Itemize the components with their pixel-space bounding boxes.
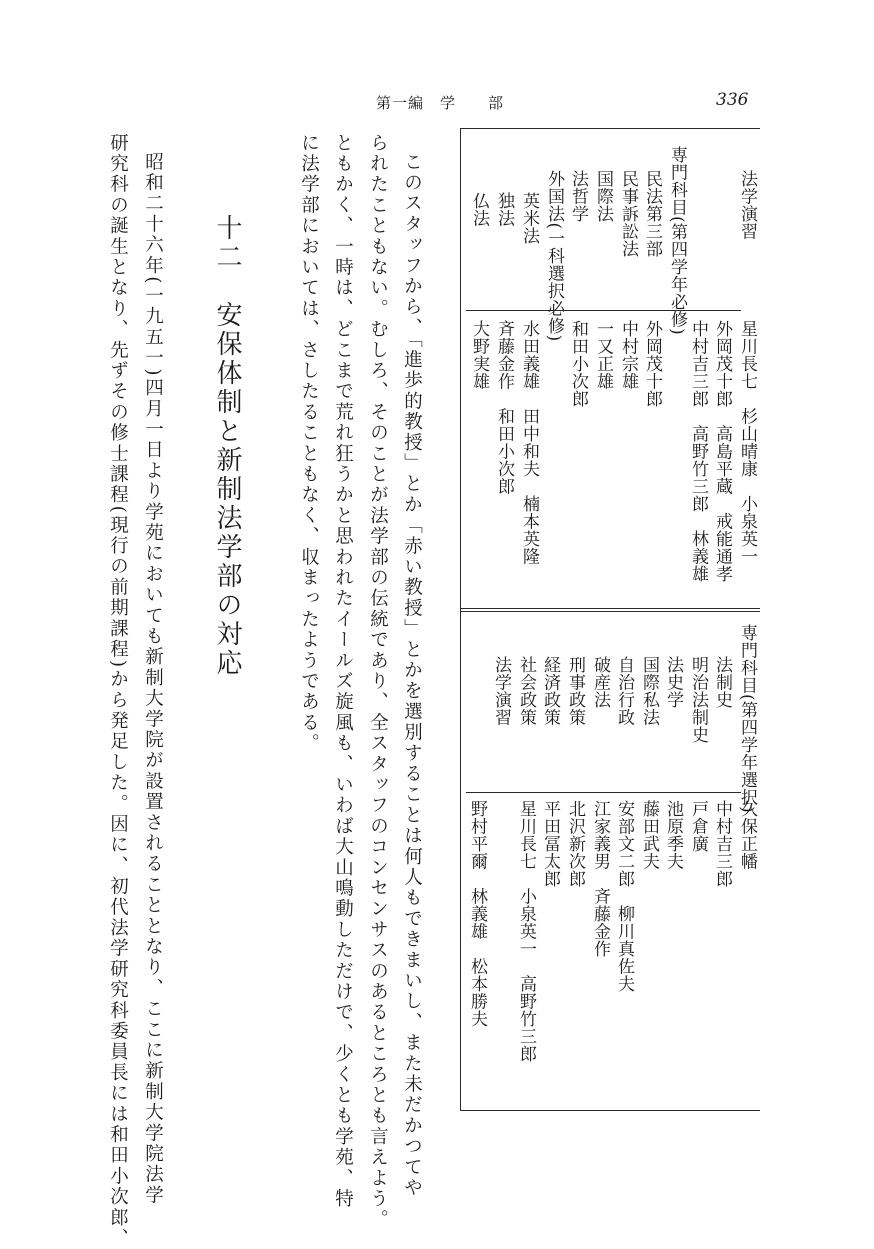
body-paragraph-line: に法学部においては、さしたることもなく、収まったようである。 [298, 133, 320, 754]
course-label-civil-procedure: 民事訴訟法 [618, 170, 638, 258]
staff-names: 星川長七 杉山晴康 小泉英一 [737, 320, 757, 565]
staff-names: 外岡茂十郎 高島平蔵 戒能通孝 [712, 320, 732, 583]
staff-names: 江家義男 斉藤金作 [590, 800, 610, 958]
course-label-french-law: 仏法 [469, 192, 489, 227]
staff-names: 水田義雄 田中和夫 楠本英隆 [519, 320, 539, 565]
lower-column-divider [466, 792, 741, 793]
staff-names: 久保正幡 [737, 800, 757, 870]
staff-names: 池原季夫 [663, 800, 683, 870]
table-bottom-rule [460, 1110, 760, 1111]
course-label-legal-philosophy: 法哲学 [568, 170, 588, 223]
staff-names: 大野実雄 [469, 320, 489, 390]
staff-names: 平田冨太郎 [540, 800, 560, 888]
staff-names: 北沢新次郎 [565, 800, 585, 888]
course-label-private-intl-law: 国際私法 [639, 656, 659, 726]
course-label-law-seminar-2: 法学演習 [491, 656, 511, 726]
body-paragraph-line: られたこともない。むしろ、そのことが法学部の伝統であり、全スタッフのコンセンサスのあるところとも言えよう。 [367, 133, 389, 1231]
course-label-intl-law: 国際法 [593, 170, 613, 223]
running-head: 第一編 学 部 [376, 94, 505, 112]
staff-names: 中村吉三郎 高野竹三郎 林義雄 [688, 320, 708, 583]
course-label-german-law: 独法 [494, 192, 514, 227]
course-label-economic-policy: 経済政策 [540, 656, 560, 726]
table-section-divider-2 [460, 611, 760, 612]
table-top-rule [460, 128, 760, 129]
upper-column-divider [466, 310, 741, 311]
course-label-criminal-policy: 刑事政策 [565, 656, 585, 726]
course-heading-foreign-law: 外国法(一科選択必修) [544, 170, 564, 342]
body-paragraph-line: ともかく、一時は、どこまで荒れ狂うかと思われたイールズ旋風も、いわば大山鳴動しただけで、少くとも学苑、特 [332, 133, 354, 1210]
staff-names: 斉藤金作 和田小次郎 [494, 320, 514, 495]
staff-names: 野村平爾 林義雄 松本勝夫 [467, 800, 487, 1028]
page-number: 336 [716, 90, 749, 110]
course-label-anglo-american: 英米法 [519, 192, 539, 245]
course-label-civil-law-3: 民法第三部 [642, 170, 662, 258]
course-label-law-seminar: 法学演習 [737, 170, 757, 240]
course-heading-required: 専門科目(第四学年必修) [667, 146, 687, 336]
course-label-meiji-legal-history: 明治法制史 [688, 656, 708, 744]
body-paragraph-line: 研究科の誕生となり、先ずその修士課程(現行の前期課程)から発足した。因に、初代法学研究科委員長には和田小次郎、 [107, 133, 129, 1249]
course-label-local-admin: 自治行政 [614, 656, 634, 726]
staff-names: 安部文二郎 柳川真佐夫 [614, 800, 634, 993]
staff-names: 中村吉三郎 [712, 800, 732, 888]
table-section-divider [460, 608, 760, 609]
staff-names: 一又正雄 [593, 320, 613, 390]
course-heading-elective: 専門科目(第四学年選択) [737, 624, 757, 814]
staff-names: 戸倉廣 [688, 800, 708, 853]
course-label-bankruptcy: 破産法 [590, 656, 610, 709]
course-label-social-policy: 社会政策 [516, 656, 536, 726]
staff-names: 中村宗雄 [618, 320, 638, 390]
staff-names: 藤田武夫 [639, 800, 659, 870]
table-left-border [460, 128, 461, 1110]
staff-names: 和田小次郎 [568, 320, 588, 408]
course-label-legal-history: 法制史 [712, 656, 732, 709]
staff-names: 外岡茂十郎 [642, 320, 662, 408]
section-heading: 十二 安保体制と新制法学部の対応 [212, 214, 242, 678]
body-paragraph-line: このスタッフから、「進歩的教授」とか「赤い教授」とかを選別することは何人もできまいし、また未だかつてや [401, 152, 423, 1199]
body-paragraph-line: 昭和二十六年(一九五一)四月一日より学苑においても新制大学院が設置されることとなり、ここに新制大学院法学 [142, 152, 164, 1206]
course-label-legal-history-studies: 法史学 [663, 656, 683, 709]
staff-names: 星川長七 小泉英一 高野竹三郎 [516, 800, 536, 1063]
